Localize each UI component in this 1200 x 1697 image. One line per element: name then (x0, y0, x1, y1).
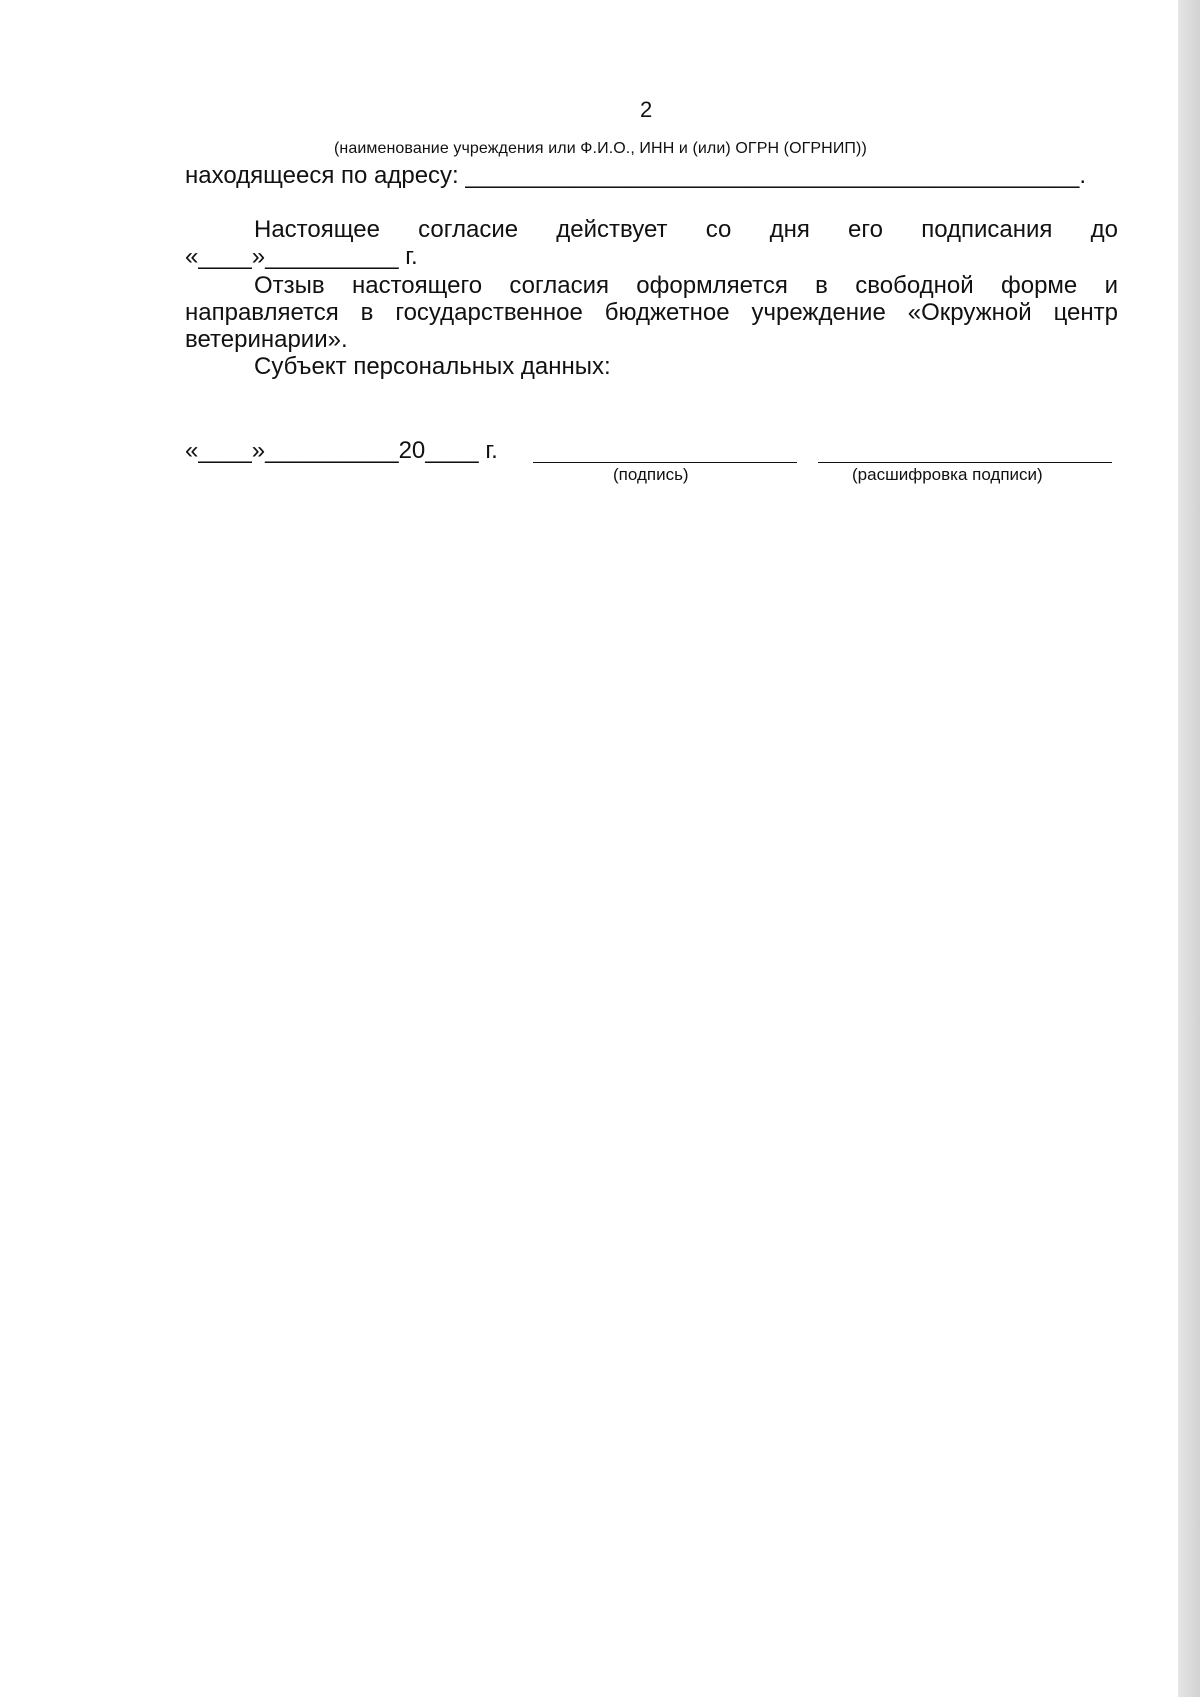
revocation-line-2: направляется в государственное бюджетное учреждение «Окружной центр (185, 299, 1118, 326)
validity-line-2: «____»__________ г. (185, 243, 418, 270)
institution-caption: (наименование учреждения или Ф.И.О., ИНН и (или) ОГРН (ОГРНИП)) (334, 140, 867, 157)
signature-decoding-caption: (расшифровка подписи) (852, 465, 1043, 484)
signature-caption: (подпись) (613, 465, 689, 484)
signature-line (533, 462, 797, 463)
validity-line-1: Настоящее согласие действует со дня его подписания до (254, 216, 1118, 243)
scan-edge-shadow (1178, 0, 1200, 1697)
signature-decoding-line (818, 462, 1112, 463)
page-number: 2 (640, 97, 653, 122)
address-line: находящееся по адресу: ______________________________________________. (185, 162, 1087, 189)
signature-date: «____»__________20____ г. (185, 437, 498, 464)
revocation-line-1: Отзыв настоящего согласия оформляется в свободной форме и (254, 272, 1118, 299)
subject-label: Субъект персональных данных: (254, 353, 611, 380)
revocation-line-3: ветеринарии». (185, 326, 348, 353)
